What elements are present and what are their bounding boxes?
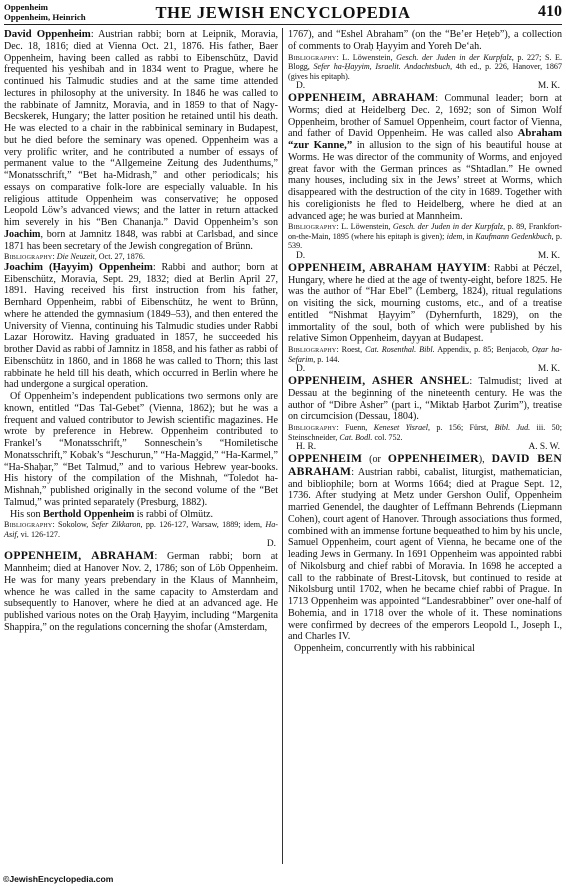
body-text: (or (362, 454, 388, 465)
body-text: : L. Löwenstein, (336, 52, 397, 62)
italic-title: Kaufmann Gedenkbuch (475, 231, 552, 241)
body-text: : Austrian rabbi, cabalist, liturgist, mathematician, and bibliophile; born at Worms 1664; died at Prague Sept. 12, 1736. After studying at Metz under Gershon Oulif, Oppenheim married Genendel, the daughter of Leffmann Behrends (Liepmann Cohen), court agent of Hanover. Through associations thus formed, combined with an immense fortune bequeathed to him by his uncle, Samuel Oppenheim, court agent of Vienna, he became one of the leading Jews in Germany. In 1691 Oppenheim was appointed rabbi of Nikolsburg and chief rabbi of Moravia. In 1698 he accepted a call to the rabbinate of Brest-Litovsk, but continued to reside at Nikolsburg until 1702, when he became chief rabbi of Prague. In 1713 Oppenheim was appointed “Landesrabbiner” over one-half of Bohemia, and in 1718 over the whole of it. These nominations were confirmed by decrees of the emperors Leopold I., Joseph I., and Charles IV. (288, 466, 562, 643)
headword: OPPENHEIM, ABRAHAM (288, 91, 436, 104)
body-text: is rabbi of Olmütz. (134, 508, 214, 520)
body-text: His son (10, 508, 44, 520)
body-text: : (52, 252, 57, 262)
entry-oppenheim-david-ben-abraham (288, 453, 562, 643)
signature-initials-right: A. S. W. (528, 442, 560, 452)
italic-title: Gesch. der Juden in der Kurpfalz (392, 222, 504, 232)
signature-initials-right: D. (266, 539, 276, 550)
headword: OPPENHEIM, ASHER ANSHEL (288, 374, 470, 387)
entry-oppenheim-abraham-hayyim (288, 262, 562, 345)
bibliography-abraham-mannheim (288, 53, 562, 82)
body-text: : Roest, (336, 345, 366, 354)
signature-initials-left: D. (296, 250, 306, 261)
bold-name: Berthold Oppenheim (43, 508, 135, 520)
body-text: : Talmudist; lived at Dessau at the beginning of the nineteenth century. He was the author of “Dibre Asher” (part i., “Miktab Ḥarbot Ẓurim”), treatise on circumcision (Dessau, 1804). (288, 376, 562, 423)
body-text: , 4th ed., p. 226, Hanover, 1867 (gives his epitaph). (288, 62, 562, 81)
body-text: Appendix, p. 85; Benjacob, (434, 345, 533, 354)
signature-initials-right: M. K. (537, 364, 560, 374)
italic-title: Keneset Yisrael (373, 423, 428, 432)
body-text: col. 752. (372, 432, 403, 442)
continuation-abraham-mannheim (288, 29, 562, 53)
signature-initials-left: D. (296, 364, 306, 374)
headword: OPPENHEIMER (387, 452, 479, 465)
header-rule (4, 24, 562, 25)
body-text: : Rabbi and author; born at Eibenschütz, Moravia, Sept. 29, 1832; died at Berlin April 27, 1891. Having received his first instruction from his father, Bernhard Oppenheim, rabbi of Eibenschütz, he went to Brünn, where he attended the gymnasium (1849–53), and then entered the University of Vienna, continuing his Talmudic studies under Rabbi Lazar Horowitz. Having graduated in 1857, he succeeded his brother David as rabbi of Jamnitz in 1858, and his father as rabbi of Eibenschütz in 1860, and in 1868 he was called to Thorn; this last rabbinate he held till his death, which occurred in Berlin where he had undergone a surgical operation. (4, 261, 278, 391)
body-text: , p. 144. (313, 354, 340, 364)
entry-joachim-hayyim-oppenheim (4, 262, 278, 391)
headword: OPPENHEIM (288, 452, 363, 465)
headword: Joachim (Ḥayyim) Oppenheim (4, 260, 153, 273)
bibliography-asher-anshel (288, 423, 562, 442)
italic-title: idem (446, 231, 463, 241)
italic-title: Bibl. Jud. (494, 423, 531, 432)
headword: DAVID BEN ABRAHAM (288, 452, 562, 478)
bibliography-label: Bibliography (4, 252, 53, 262)
body-text: , p. 539. (288, 231, 562, 251)
body-text: , born at Jamnitz 1848, was rabbi at Carlsbad, and since 1871 has been secretary of the Jewish congregation of Brünn. (4, 228, 278, 252)
bibliography-abraham-worms (288, 222, 562, 251)
signature-initials-right: M. K. (537, 250, 560, 261)
entry-oppenheim-abraham-worms (288, 92, 562, 222)
body-text: Of Oppenheim’s independent publications two sermons only are known, entitled “Das Tal-Gebet” (Vienna, 1862); but he was a frequent and valued contributor to Jewish scientific magazines. He wrote by preference in Hebrew. Oppenheim contributed to Frankel’s “Monatsschrift,” Sonneschein’s “Homiletische Monatsschrift,” Kobak’s “Jeschurun,” “Ha-Maggid,” “Ha-Karmel,” “Ha-Shaḥar,” “Bet Talmud,” and to various Hebrew year-books. His history of the compilation of the Mishnah, “Toledot ha-Mishnah,” published originally in the second volume of the “Bet Talmud,” was printed separately (Presburg, 1882). (4, 391, 278, 508)
bibliography-label: Bibliography (288, 423, 337, 432)
body-text: , Oct. 27, 1876. (94, 252, 145, 262)
column-divider (282, 28, 283, 864)
headword: David Oppenheim (4, 28, 91, 40)
signature-initials-left: H. R. (296, 442, 317, 452)
bibliography-label: Bibliography (288, 222, 337, 232)
body-text: , p. 156; Fürst, (428, 423, 495, 432)
body-text: : Communal leader; born at Worms; died at Heidelberg Dec. 2, 1692; son of Simon Wolf Oppenheim, brother of Samuel Oppenheim, court factor of Vienna, and father of David Oppenheim. He was called also (288, 93, 562, 140)
body-text: : Sokolow, (52, 520, 92, 530)
right-column (288, 29, 562, 655)
bibliography-abraham-hayyim (288, 345, 562, 364)
running-head (4, 2, 562, 24)
bibliography-label: Bibliography (4, 520, 53, 530)
italic-title: Gesch. der Juden in der Kurpfalz (396, 52, 512, 62)
body-text: , p. 89, Frankfort-on-the-Main, 1895 (where his epitaph is given); (288, 222, 563, 241)
bibliography-label: Bibliography (288, 345, 337, 354)
headword: Abraham “zur Kanne,” (288, 127, 562, 151)
headword: OPPENHEIM, ABRAHAM (4, 549, 155, 563)
paragraph-joachim-publications (4, 391, 278, 509)
italic-title: Sefer Zikkaron (91, 520, 141, 530)
body-text: : L. Löwenstein, (336, 222, 393, 232)
page-number: 410 (538, 3, 562, 20)
entry-david-oppenheim (4, 29, 278, 252)
header-title: THE JEWISH ENCYCLOPEDIA (155, 3, 411, 22)
italic-title: Die Neuzeit (56, 252, 95, 262)
body-text: : Fuenn, (336, 423, 374, 432)
italic-title: Ha-Asif (4, 520, 278, 539)
paragraph-berthold (4, 509, 278, 521)
bibliography-label: Bibliography (288, 52, 337, 62)
body-text: ), (478, 454, 492, 465)
body-text: : German rabbi; born at Mannheim; died at Hanover Nov. 2, 1786; son of Löb Oppenheim. He was for many years prebendary in the Klaus of Mannheim, whence he was called in the same capacity to Amsterdam and subsequently to Hanover, where he died at an advanced age. He published various notes on the Oraḥ Ḥayyim, including “Margenita Shappira,” on the regulations concerning the shofar (Amsterdam, (4, 551, 278, 633)
footer-copyright: ©JewishEncyclopedia.com (3, 874, 114, 884)
body-text: , pp. 126-127, Warsaw, 1889; idem, (140, 520, 266, 530)
body-text: in allusion to the sign of his beautiful house at Worms. He was director of the community of Worms, and enjoyed great favor with the German princes as “Shtadlan.” He owned many houses, including six in the Jews’ street at Worms, which disappeared with the destruction of the city in 1689. Together with his coreligionists he fled to Heidelberg, where he died at an advanced age; he was buried at Mannheim. (288, 140, 562, 222)
body-text: iii. 50; Steinschneider, (288, 423, 562, 442)
italic-title: Cat. Rosenthal. Bibl. (365, 345, 435, 354)
body-text: , vi. 126-127. (16, 529, 60, 539)
signature-initials-left: D. (296, 81, 306, 91)
body-text: 1767), and “Eshel Abraham” (on the “Be’er Heṭeb”), a collection of comments to Oraḥ Ḥayyim and Yoreh De‘ah. (288, 29, 562, 52)
body-text: Oppenheim, concurrently with his rabbinical (294, 643, 475, 654)
body-text: , in (462, 231, 476, 241)
entry-oppenheim-asher-anshel (288, 375, 562, 423)
italic-title: Cat. Bodl. (339, 432, 373, 442)
header-guide-word-last: Oppenheim, Heinrich (4, 11, 86, 22)
signature-initials-right: M. K. (537, 81, 560, 91)
left-column (4, 29, 278, 634)
bibliography-joachim (4, 520, 278, 539)
bold-name: Joachim (4, 228, 41, 240)
header-guide-word-first: Oppenheim (4, 2, 48, 12)
entry-oppenheim-abraham-german-rabbi (4, 550, 278, 633)
body-text: : Rabbi at Péczel, Hungary, where he died at the age of twenty-eight, before 1825. He was the author of “Har Ebel” (Lemberg, 1824), ritual regulations on visiting the sick, mourning customs, etc., and of a treatise entitled “Nishmat Ḥayyim” (Dyhernfurth, 1829), on the immortality of the soul, both of which were published by his relative Simon Oppenheim, dayyan at Budapest. (288, 262, 562, 345)
paragraph-david-continuation (288, 643, 562, 655)
body-text: , p. 227; S. E. Blogg, (288, 52, 563, 71)
headword: OPPENHEIM, ABRAHAM ḤAYYIM (288, 260, 488, 274)
body-text: : Austrian rabbi; born at Leipnik, Moravia, Dec. 18, 1816; died at Vienna Oct. 21, 1876. His father, Baer Oppenheim, having been called as rabbi to Eibenschütz, David frequented his yeshibah and in 1834 went to Prague, where he continued his Talmudic studies and at the same time attended lectures in philosophy at the university. In 1846 he was called to the rabbinate of Jamnitz, Moravia, and in 1859 to that of Nagy-Becskerek, Hungary; the latter position he retained until his death. He was elected to a chair in the rabbinical seminary in Budapest, but he died before the seminary was opened. Oppenheim was a very prolific writer, and he contributed a number of essays of permanent value to the “Allgemeine Zeitung des Judenthums,” “Monatsschrift,” “Bet ha-Midrash,” and other periodicals; his essays on comparative folk-lore are especially valuable. In his religious attitude Oppenheim was conservative; he opposed Leopold Löw’s advanced views; and the latter in return attacked him severely in his “Ben Chananja.” David Oppenheim’s son (4, 29, 278, 228)
italic-title: Oẓar ha-Sefarim (288, 345, 562, 364)
italic-title: Sefer ha-Ḥayyim, Israelit. Andachtsbuch (313, 62, 451, 71)
